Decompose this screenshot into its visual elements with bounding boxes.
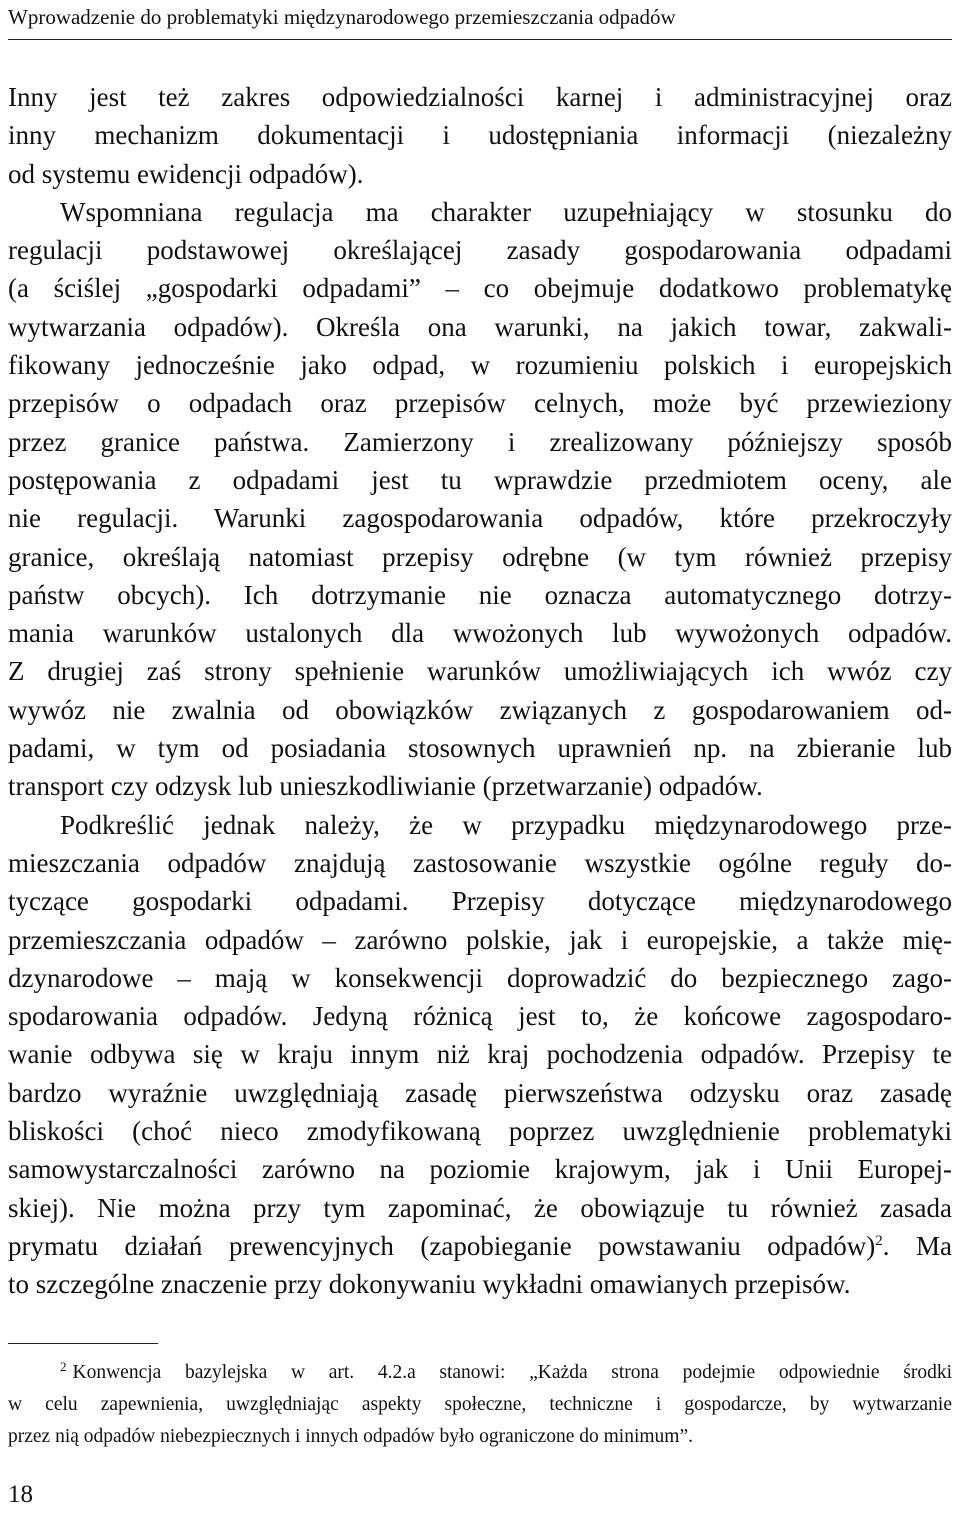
footnote-reference[interactable]: 2 — [875, 1232, 883, 1249]
text-line: regulacji podstawowej określającej zasady gospodarowania odpadami — [8, 235, 952, 266]
text-line: dzynarodowe – mają w konsekwencji doprowadzić do bezpiecznego zago- — [8, 962, 952, 993]
text-line: przemieszczania odpadów – zarówno polskie, jak i europejskie, a także mię- — [8, 924, 952, 955]
footnote — [8, 1357, 952, 1453]
text-line: nie regulacji. Warunki zagospodarowania odpadów, które przekroczyły — [8, 503, 952, 534]
text-line: skiej). Nie można przy tym zapominać, że obowiązuje tu również zasada — [8, 1192, 952, 1223]
text-line: to szczególne znaczenie przy dokonywaniu wykładni omawianych przepisów. — [8, 1269, 851, 1300]
text-line: od systemu ewidencji odpadów). — [8, 158, 364, 189]
footnote-number: 2 — [60, 1358, 67, 1374]
text-line-with-footnote-ref — [8, 1227, 952, 1265]
text-line: bliskości (choć nieco zmodyfikowaną poprzez uwzględnienie problematyki — [8, 1116, 952, 1147]
footnote-line: w celu zapewnienia, uwzględniając aspekty społeczne, techniczne i gospodarcze, by wytwarzanie — [8, 1394, 952, 1415]
footnote-line: przez nią odpadów niebezpiecznych i innych odpadów było ograniczone do minimum”. — [8, 1426, 693, 1447]
footnote-text: Konwencja bazylejska w art. 4.2.a stanowi: „Każda strona podejmie odpowiednie środki — [72, 1362, 952, 1383]
body-text — [8, 78, 952, 1304]
text-line: przepisów o odpadach oraz przepisów celnych, może być przewieziony — [8, 388, 952, 419]
text-line: przez granice państwa. Zamierzony i zrealizowany późniejszy sposób — [8, 426, 952, 457]
text-line: tyczące gospodarki odpadami. Przepisy dotyczące międzynarodowego — [8, 886, 952, 917]
text-line: mieszczania odpadów znajdują zastosowanie wszystkie ogólne reguły do- — [8, 847, 952, 878]
footnote-divider — [8, 1343, 158, 1344]
text-line: wywóz nie zwalnia od obowiązków związanych z gospodarowaniem od- — [8, 694, 952, 725]
text-line: fikowany jednocześnie jako odpad, w rozumieniu polskich i europejskich — [8, 350, 952, 381]
text-line: postępowania z odpadami jest tu wprawdzie przedmiotem oceny, ale — [8, 464, 952, 495]
text-line: Z drugiej zaś strony spełnienie warunków umożliwiających ich wwóz czy — [8, 656, 952, 687]
text-line: samowystarczalności zarówno na poziomie krajowym, jak i Unii Europej- — [8, 1154, 952, 1185]
text-line: spodarowania odpadów. Jedyną różnicą jest to, że końcowe zagospodaro- — [8, 1001, 952, 1032]
footnote-line — [8, 1357, 952, 1389]
text-segment: prymatu działań prewencyjnych (zapobieganie powstawaniu odpadów) — [8, 1230, 876, 1261]
text-line: (a ściślej „gospodarki odpadami” – co obejmuje dodatkowo problematykę — [8, 273, 952, 304]
text-line: bardzo wyraźnie uwzględniają zasadę pierwszeństwa odzysku oraz zasadę — [8, 1077, 952, 1108]
text-line: Wspomniana regulacja ma charakter uzupełniający w stosunku do — [60, 196, 952, 227]
text-segment: . Ma — [882, 1230, 952, 1261]
text-line: granice, określają natomiast przepisy odrębne (w tym również przepisy — [8, 541, 952, 572]
running-head: Wprowadzenie do problematyki międzynarodowego przemieszczania odpadów — [8, 4, 952, 40]
text-line: inny mechanizm dokumentacji i udostępniania informacji (niezależny — [8, 120, 952, 151]
text-line: państw obcych). Ich dotrzymanie nie oznacza automatycznego dotrzy- — [8, 579, 952, 610]
text-line: transport czy odzysk lub unieszkodliwianie (przetwarzanie) odpadów. — [8, 771, 763, 802]
text-line: Inny jest też zakres odpowiedzialności karnej i administracyjnej oraz — [8, 82, 952, 112]
page-number: 18 — [8, 1481, 33, 1508]
text-line: padami, w tym od posiadania stosownych uprawnień np. na zbieranie lub — [8, 733, 952, 764]
text-line: wanie odbywa się w kraju innym niż kraj pochodzenia odpadów. Przepisy te — [8, 1039, 952, 1070]
text-line: wytwarzania odpadów). Określa ona warunki, na jakich towar, zakwali- — [8, 311, 952, 342]
text-line: mania warunków ustalonych dla wwożonych lub wywożonych odpadów. — [8, 618, 952, 649]
text-line: Podkreślić jednak należy, że w przypadku międzynarodowego prze- — [60, 809, 952, 840]
